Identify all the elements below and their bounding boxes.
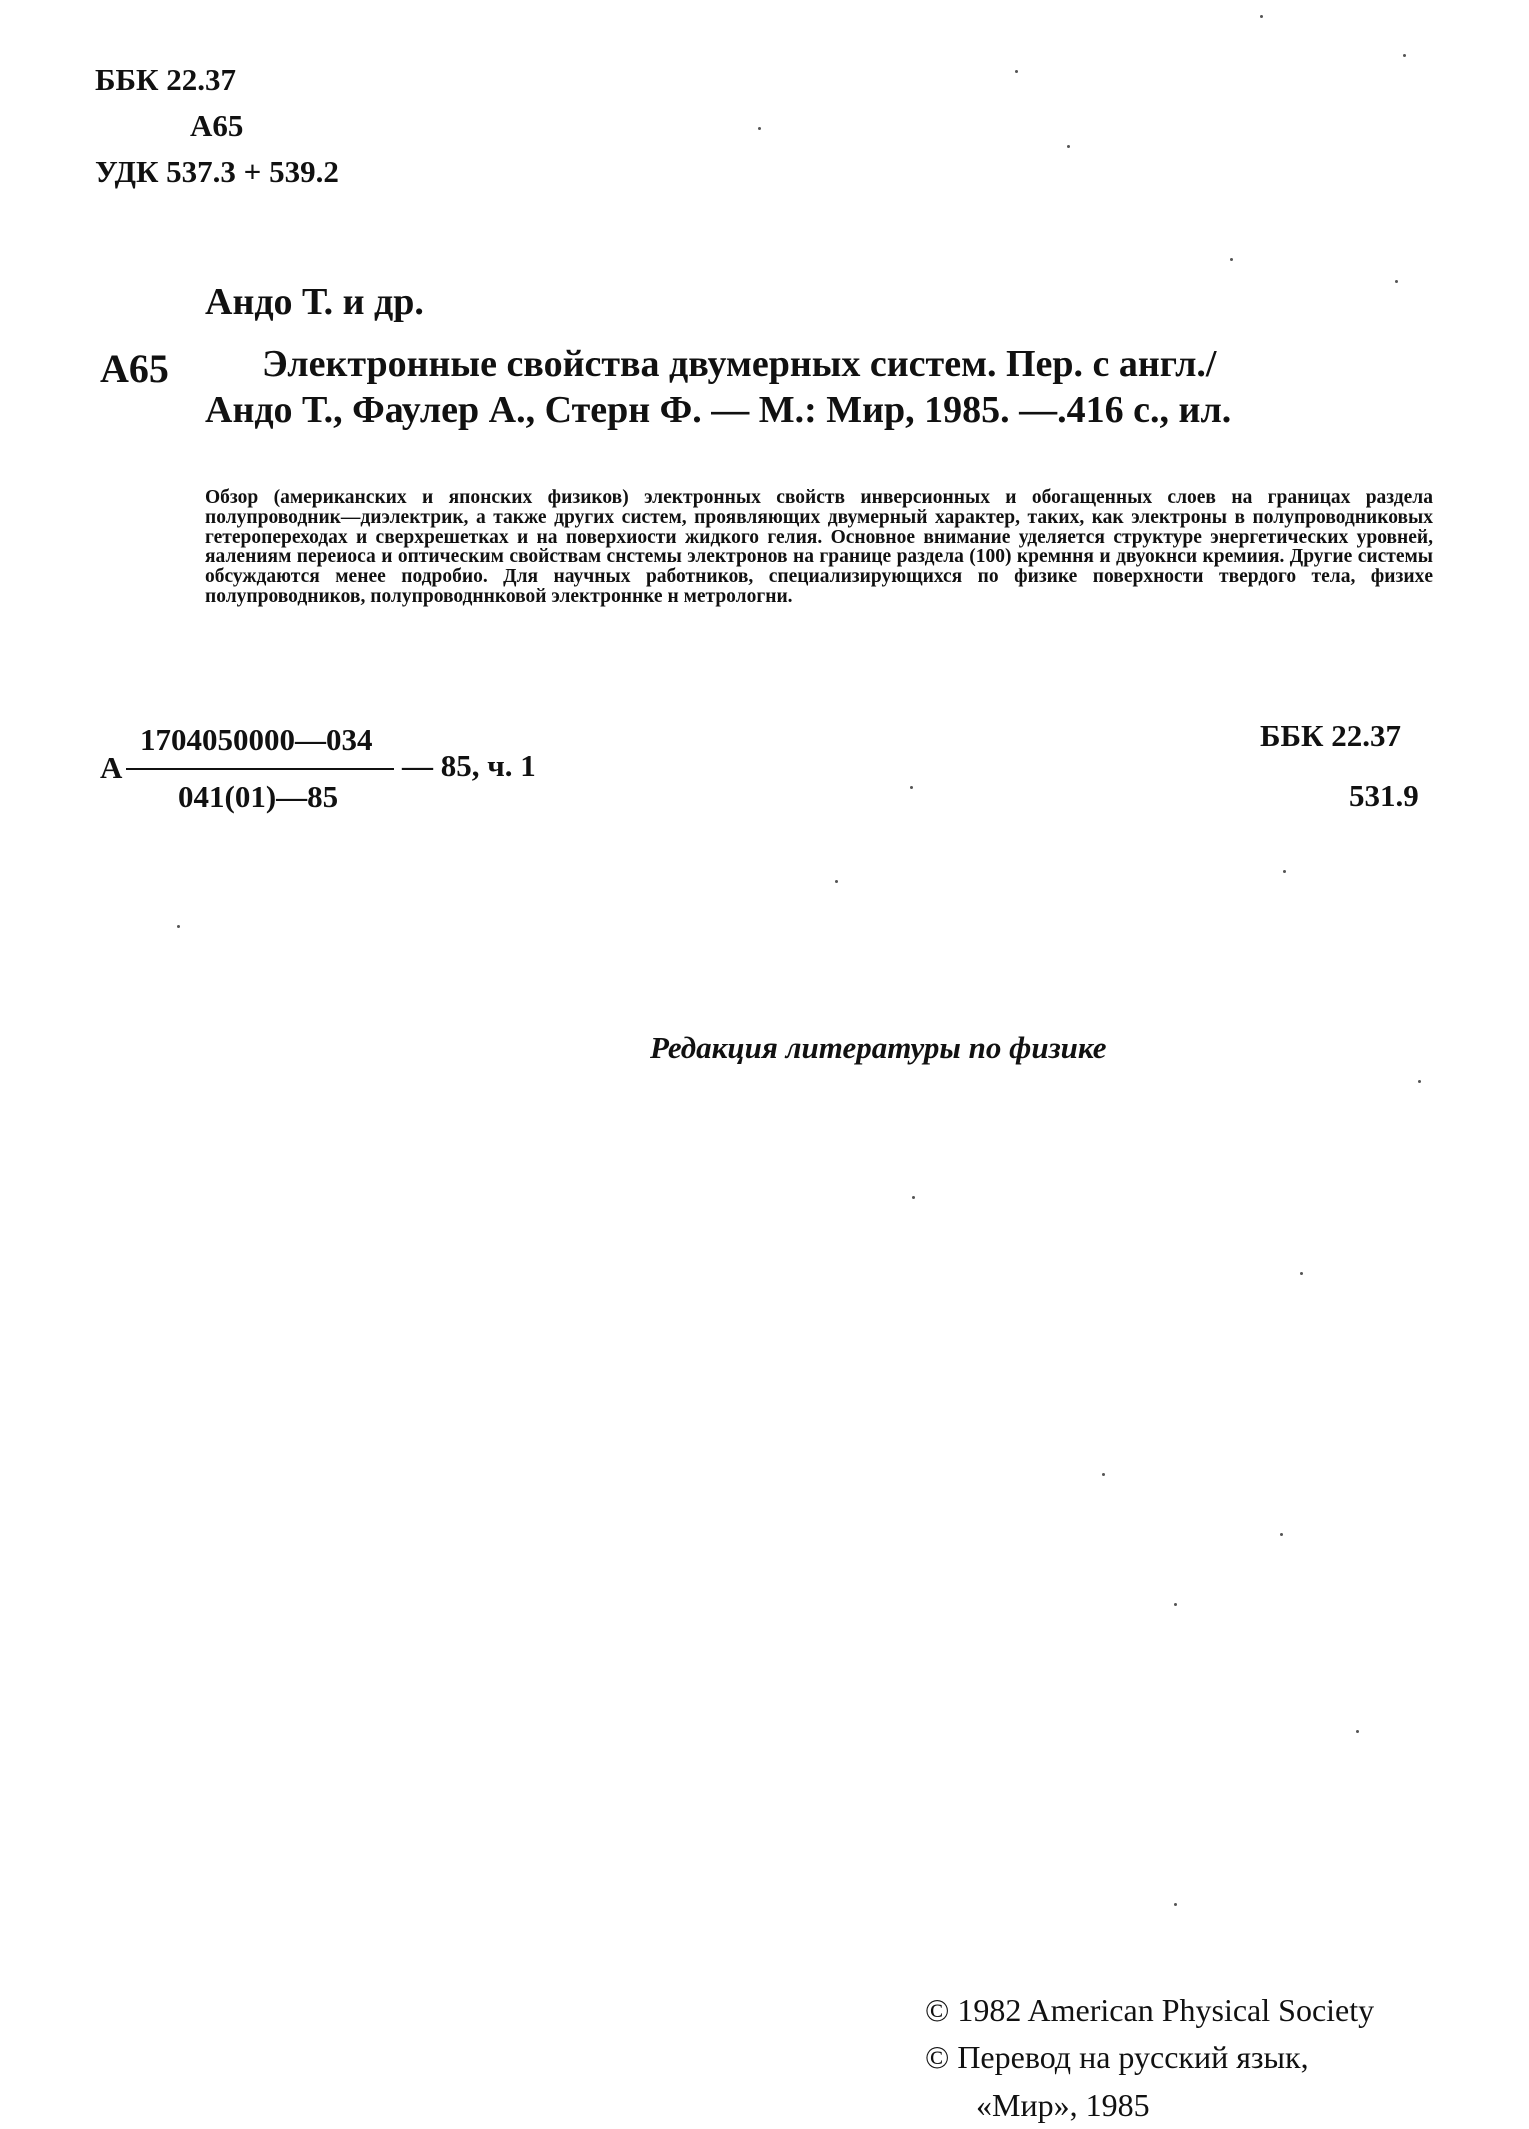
title-line-2: Андо Т., Фаулер А., Стерн Ф. — М.: Мир, 1985. —.416 с., ил. — [205, 389, 1232, 431]
scan-speck — [1283, 870, 1286, 873]
scan-speck — [1067, 145, 1070, 148]
scan-speck — [1356, 1730, 1359, 1733]
scan-speck — [1260, 15, 1263, 18]
authors-heading: Андо Т. и др. — [205, 281, 424, 323]
udk-code: УДК 537.3 + 539.2 — [95, 154, 339, 189]
fraction-bar — [126, 768, 394, 770]
bbk-code: ББК 22.37 — [95, 62, 236, 97]
scan-speck — [758, 127, 761, 130]
author-mark: А65 — [190, 108, 244, 143]
scan-speck — [1403, 54, 1406, 57]
scan-speck — [835, 880, 838, 883]
scan-speck — [1418, 1080, 1421, 1083]
scan-speck — [1102, 1473, 1105, 1476]
scan-speck — [1174, 1603, 1177, 1606]
catalog-code: А65 — [100, 346, 169, 391]
editorial-department: Редакция литературы по физике — [650, 1030, 1107, 1065]
index-letter: А — [100, 750, 123, 785]
index-suffix: — 85, ч. 1 — [402, 748, 536, 783]
scan-speck — [1300, 1272, 1303, 1275]
scan-speck — [910, 786, 913, 789]
scan-speck — [912, 1196, 915, 1199]
abstract-text: Обзор (американских и японских физиков) электронных свойств инверсионных и обогащенных слоев на границах раздела полупроводник—диэлектрик, а также других систем, проявляющих двумерный характер, таких, как электроны в полупроводниковых гетеропереходах и сверхрешетках и на поверхиости жидкого гелия. Основное внимание уделяется структуре энергетических уровней, яалениям переиоса и оптическим свойствам снстемы электронов на границе раздела (100) кремння и двуокнси кремиия. Другие системы обсуждаются менее подробио. Для научных работников, специализирующихся по физике поверхности твердого тела, физиxе полупроводников, полупроводннковой электроннке н метрологни. — [205, 487, 1433, 607]
scan-speck — [1280, 1533, 1283, 1536]
copyright-line-1: © 1982 American Physical Society — [925, 1992, 1375, 2028]
scan-speck — [1230, 258, 1233, 261]
index-denominator: 041(01)—85 — [178, 779, 339, 814]
copyright-line-3: «Мир», 1985 — [976, 2087, 1150, 2123]
index-bbk: ББК 22.37 — [1260, 718, 1401, 753]
index-bbk-sub: 531.9 — [1349, 778, 1419, 813]
scan-speck — [177, 925, 180, 928]
title-line-1: Электронные свойства двумерных систем. Пер. с англ./ — [262, 343, 1217, 385]
copyright-line-2: © Перевод на русский язык, — [925, 2039, 1309, 2075]
scan-speck — [1395, 280, 1398, 283]
index-numerator: 1704050000—034 — [140, 722, 373, 757]
scan-speck — [1174, 1903, 1177, 1906]
scan-speck — [1015, 70, 1018, 73]
